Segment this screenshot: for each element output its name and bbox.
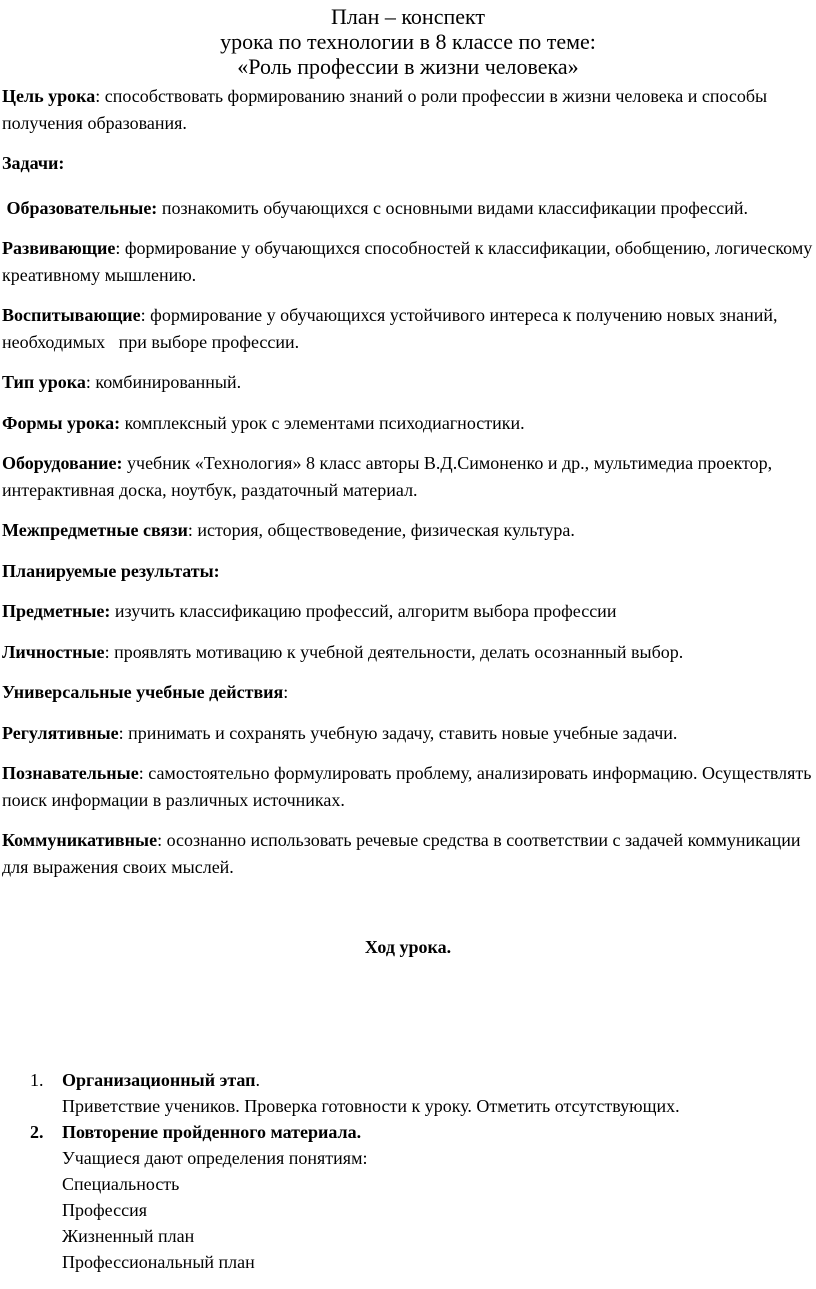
- paragraph-interdisciplinary: [2, 517, 814, 544]
- paragraph-label: Универсальные учебные действия: [2, 682, 284, 702]
- paragraph-label: Оборудование:: [2, 453, 123, 473]
- paragraph-text: комплексный урок с элементами психодиагностики.: [120, 412, 525, 433]
- paragraph-label: Регулятивные: [2, 722, 119, 743]
- paragraph-tasks: [2, 150, 814, 177]
- paragraph-text: : история, обществоведение, физическая культура.: [187, 520, 575, 540]
- paragraph-label: Предметные:: [2, 601, 111, 621]
- list-number: 1.: [30, 1070, 44, 1090]
- paragraph-lesson-forms: [2, 410, 814, 437]
- title-line-3: «Роль профессии в жизни человека»: [237, 54, 579, 79]
- paragraph-upbringing: [2, 302, 814, 355]
- stage-title: Повторение пройденного материала.: [62, 1122, 362, 1142]
- paragraph-subject: [2, 598, 814, 625]
- stage-line: Приветствие учеников. Проверка готовности к уроку. Отметить отсутствующих.: [62, 1096, 680, 1116]
- stage-title-suffix: .: [255, 1070, 261, 1090]
- paragraph-cognitive: [2, 760, 814, 813]
- stage-line: Жизненный план: [62, 1226, 195, 1246]
- paragraph-text: изучить классификацию профессий, алгоритм выбора профессии: [110, 601, 617, 621]
- list-number: 2.: [30, 1122, 44, 1142]
- paragraph-text: познакомить обучающихся с основными видами классификации профессий.: [157, 197, 749, 218]
- paragraph-personal: [2, 639, 814, 666]
- paragraph-label: Цель урока: [2, 86, 96, 106]
- document-title: [0, 4, 816, 79]
- title-line-1: План – конспект: [330, 4, 486, 29]
- paragraph-lesson-type: [2, 369, 814, 396]
- paragraph-developing: [2, 235, 814, 288]
- paragraph-label: Планируемые результаты:: [2, 560, 220, 581]
- paragraph-regulatory: [2, 720, 814, 747]
- paragraph-text: : самостоятельно формулировать проблему, анализировать информацию. Осуществлять поиск информации в различных источниках.: [2, 763, 812, 810]
- paragraph-text: : комбинированный.: [85, 372, 242, 392]
- title-line-2: урока по технологии в 8 классе по теме:: [220, 29, 596, 54]
- document-body: [2, 83, 814, 961]
- paragraph-label: Воспитывающие: [2, 305, 141, 325]
- paragraph-label: Развивающие: [2, 238, 116, 258]
- paragraph-text: : формирование у обучающихся устойчивого интереса к получению новых знаний, необходимых при выборе профессии.: [2, 305, 783, 352]
- paragraph-text: : осознанно использовать речевые средства в соответствии с задачей коммуникации для выражения своих мыслей.: [2, 830, 801, 877]
- paragraph-label: Образовательные:: [2, 197, 158, 218]
- paragraph-planned-results: [2, 558, 814, 585]
- paragraph-label: Познавательные: [2, 763, 139, 783]
- section-heading: Ход урока.: [364, 937, 452, 957]
- stage-line: Учащиеся дают определения понятиям:: [62, 1148, 368, 1168]
- paragraph-text: : формирование у обучающихся способностей к классификации, обобщению, логическому креативному мышлению.: [2, 238, 813, 285]
- paragraph-universal-actions: [2, 679, 814, 706]
- paragraph-text: : проявлять мотивацию к учебной деятельности, делать осознанный выбор.: [104, 641, 684, 662]
- stage-line: Специальность: [62, 1174, 180, 1194]
- paragraph-label: Личностные: [2, 641, 105, 662]
- paragraph-text: :: [283, 682, 289, 702]
- paragraph-text: : принимать и сохранять учебную задачу, ставить новые учебные задачи.: [118, 722, 678, 743]
- paragraph-label: Тип урока: [2, 372, 86, 392]
- paragraph-label: Коммуникативные: [2, 830, 158, 850]
- list-item: [30, 1119, 810, 1275]
- paragraph-communicative: [2, 827, 814, 880]
- paragraph-goal: [2, 83, 814, 136]
- stage-title: Организационный этап: [62, 1070, 256, 1090]
- lesson-stages-list: [30, 1067, 810, 1275]
- paragraph-equipment: [2, 450, 814, 503]
- paragraph-educational: [2, 195, 814, 222]
- stage-line: Профессия: [62, 1200, 147, 1220]
- paragraph-text: учебник «Технология» 8 класс авторы В.Д.Симоненко и др., мультимедиа проектор, интерактивная доска, ноутбук, раздаточный материал.: [2, 453, 773, 500]
- paragraph-label: Межпредметные связи: [2, 520, 188, 540]
- paragraph-text: : способствовать формированию знаний о роли профессии в жизни человека и способы получения образования.: [2, 86, 768, 133]
- stage-line: Профессиональный план: [62, 1252, 255, 1272]
- paragraph-label: Формы урока:: [2, 412, 121, 433]
- list-item: [30, 1067, 810, 1119]
- paragraph-label: Задачи:: [2, 153, 65, 173]
